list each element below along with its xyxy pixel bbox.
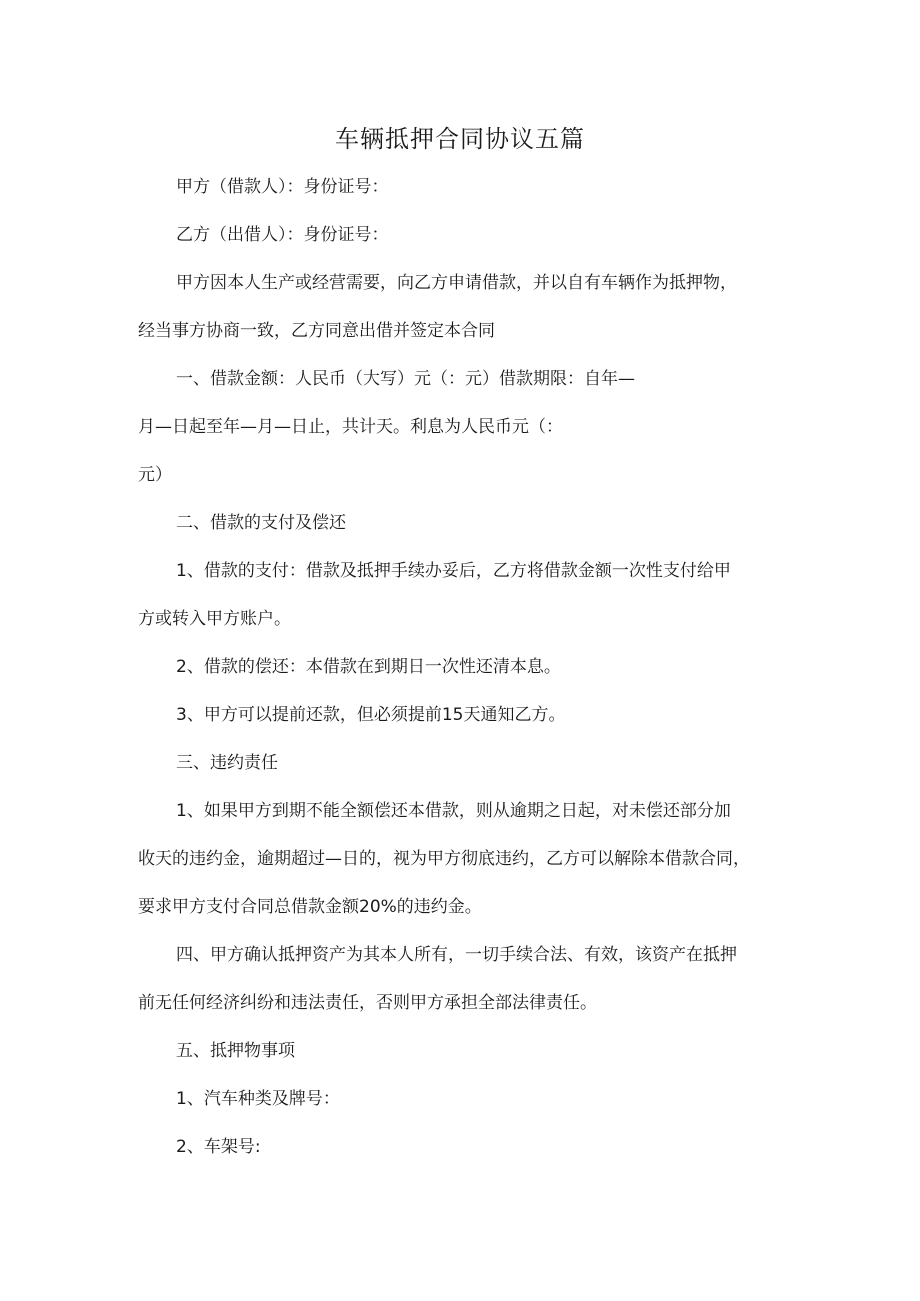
loan-amount-line-1: 一、借款金额：人民币（大写）元（：元）借款期限：自年—: [176, 369, 635, 389]
vin-line: 2、车架号:: [176, 1137, 261, 1157]
section-two-heading: 二、借款的支付及偿还: [176, 513, 346, 533]
document-title: 车辆抵押合同协议五篇: [335, 125, 585, 153]
early-repayment-line: 3、甲方可以提前还款，但必须提前15天通知乙方。: [176, 705, 566, 725]
section-four-line-2: 前无任何经济纠纷和违法责任，否则甲方承担全部法律责任。: [138, 993, 597, 1013]
breach-line-3: 要求甲方支付合同总借款金额20%的违约金。: [138, 897, 482, 917]
party-b-line: 乙方（出借人）：身份证号：: [176, 225, 389, 245]
payment-line-1: 1、借款的支付：借款及抵押手续办妥后，乙方将借款金额一次性支付给甲: [176, 561, 731, 581]
loan-amount-line-3: 元）: [138, 465, 172, 485]
party-a-line: 甲方（借款人）：身份证号：: [176, 177, 389, 197]
payment-line-2: 方或转入甲方账户。: [138, 609, 291, 629]
vehicle-type-line: 1、汽车种类及牌号：: [176, 1089, 340, 1109]
preamble-line-2: 经当事方协商一致，乙方同意出借并签定本合同: [138, 321, 495, 341]
section-four-line-1: 四、甲方确认抵押资产为其本人所有，一切手续合法、有效，该资产在抵押: [176, 945, 737, 965]
repayment-line: 2、借款的偿还：本借款在到期日一次性还清本息。: [176, 657, 561, 677]
preamble-line-1: 甲方因本人生产或经营需要，向乙方申请借款，并以自有车辆作为抵押物，: [176, 273, 737, 293]
loan-amount-line-2: 月—日起至年—月—日止，共计天。利息为人民币元（：: [138, 417, 563, 437]
breach-line-1: 1、如果甲方到期不能全额偿还本借款，则从逾期之日起，对未偿还部分加: [176, 801, 731, 821]
section-three-heading: 三、违约责任: [176, 753, 278, 773]
section-five-heading: 五、抵押物事项: [176, 1041, 295, 1061]
breach-line-2: 收天的违约金，逾期超过—日的，视为甲方彻底违约，乙方可以解除本借款合同，: [138, 849, 750, 869]
